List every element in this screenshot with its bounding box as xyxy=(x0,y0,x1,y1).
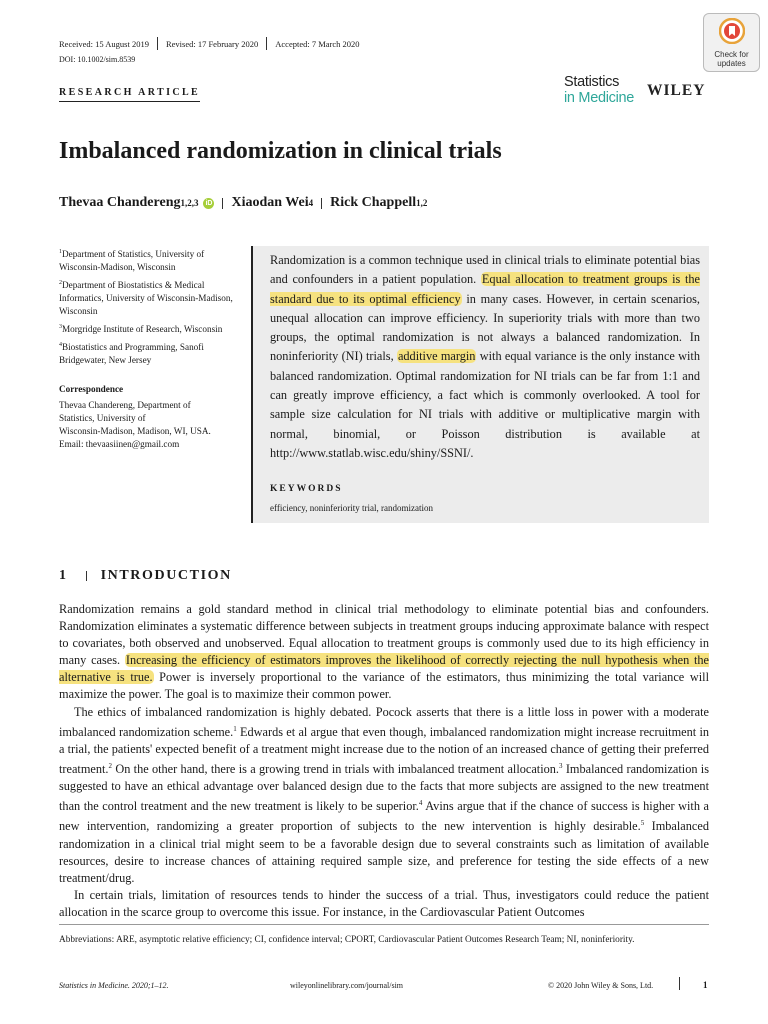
abstract-text: Randomization is a common technique used in clinical trials to eliminate potential bias and confounders in a patient population. Equal allocation to treatment groups is the standard due to its optimal efficiency in many cases. However, in certain scenarios, unequal allocation can improve efficiency. In superiority trials with more than two groups, the optimal randomization is not always a balanced randomization. In noninferiority (NI) trials, additive margin with equal variance is the only instance with balanced randomization. Optimal randomization for NI trials can be far from 1:1 and can greatly improve efficiency, a fact which is commonly overlooked. A tool for sample size calculation for NI trials with additive or multiplicative margin with normal, binomial, or Poisson distribution is available at http://www.statlab.wisc.edu/shiny/SSNI/. xyxy=(270,253,701,460)
orcid-icon[interactable]: iD xyxy=(205,199,213,207)
publisher-logo: WILEY xyxy=(647,82,706,99)
paragraph: In certain trials, limitation of resources tends to hinder the success of a trial. Thus, investigators could reduce the patient allocation in the scarce group to overcome this issue. For instance, in the Cardiovascular Patient Outcomes xyxy=(59,887,709,919)
citation-link[interactable]: 5 xyxy=(640,819,645,828)
author-affiliation-marker: 4 xyxy=(308,198,314,208)
page-title: Imbalanced randomization in clinical trials xyxy=(59,138,502,164)
check-for-updates-label: Check for updates xyxy=(714,50,749,68)
author-name[interactable]: Rick Chappell xyxy=(330,195,417,210)
footnote: Abbreviations: ARE, asymptotic relative efficiency; CI, confidence interval; CPORT, Cardiovascular Patient Outcomes Research Team; NI, noninferiority. xyxy=(59,935,635,945)
received-date: Received: 15 August 2019 xyxy=(59,38,149,49)
article-dates xyxy=(59,37,360,50)
section-number: 1 xyxy=(59,568,68,583)
article-type: RESEARCH ARTICLE xyxy=(59,87,200,102)
journal-url-link[interactable]: wileyonlinelibrary.com/journal/sim xyxy=(290,981,404,990)
citation-link[interactable]: 4 xyxy=(418,799,423,808)
affiliation: $^4$Biostatistics and Programming, Sanofi Bridgewater, New Jersey xyxy=(59,342,204,366)
citation-link[interactable]: 2 xyxy=(108,761,113,770)
doi: DOI: 10.1002/sim.8539 xyxy=(59,55,136,64)
correspondence-heading: Correspondence xyxy=(59,384,124,395)
highlight: Increasing the efficiency of estimators improves the likelihood of correctly rejecting the null hypothesis when the alternative is true. xyxy=(59,653,709,685)
divider xyxy=(321,198,322,209)
highlight: additive margin xyxy=(397,349,476,364)
correspondence-email[interactable]: Email: thevaasiinen@gmail.com xyxy=(59,439,180,450)
citation-link[interactable]: 1 xyxy=(233,724,237,733)
affiliation: $^3$Morgridge Institute of Research, Wisconsin xyxy=(59,324,223,335)
body-text xyxy=(59,601,709,921)
divider xyxy=(222,198,223,209)
abstract-rule xyxy=(251,246,253,523)
paragraph: The ethics of imbalanced randomization is highly debated. Pocock asserts that there is a little loss in power with a moderate imbalanced randomization scheme.$^1$ Edwards et al argue that even though, imbalanced randomization might increase recruitment in a trial, the patients' expected benefit of a treatment might increase due to the notion of an increased chance of getting their preferred treatment.$^2$ On the other hand, there is a growing trend in trials with imbalanced treatment allocation.$^3$ Imbalanced randomization is suggested to have an ethical advantage over balanced design due to the facts that more subjects are assigned to the new treatment than the control treatment and the new treatment is likely to be superior.$^4$ Avins argue that if the chance of success is higher with a new intervention, randomizing a greater proportion of subjects to the new intervention is highly desirable.$^5$ Imbalanced randomization in a clinical trial might seem to be a favorable design due to several constraints such as limitation of available resources, desire to increase chances of attaining required sample size, and preference for testing the side effects of a new treatment/drug. xyxy=(59,704,710,885)
divider xyxy=(679,977,680,990)
journal-logo-line2: in Medicine xyxy=(564,90,635,106)
journal-logo-line1: Statistics xyxy=(564,74,620,90)
revised-date: Revised: 17 February 2020 xyxy=(165,38,259,49)
author-name[interactable]: Thevaa Chandereng xyxy=(59,195,181,210)
check-for-updates-button[interactable] xyxy=(703,13,760,72)
abstract-box xyxy=(251,246,709,523)
author-list xyxy=(59,195,427,211)
accepted-date: Accepted: 7 March 2020 xyxy=(275,38,360,49)
author-name[interactable]: Xiaodan Wei xyxy=(231,195,309,210)
page-number: 1 xyxy=(703,980,708,990)
copyright: © 2020 John Wiley & Sons, Ltd. xyxy=(548,981,654,990)
divider xyxy=(266,37,267,50)
divider xyxy=(157,37,158,50)
author-affiliation-marker: 1,2 xyxy=(416,198,428,208)
highlight: Equal allocation to treatment groups is the standard due to its optimal efficiency xyxy=(270,272,701,306)
section-heading xyxy=(59,568,232,584)
affiliation: $^2$Department of Biostatistics & Medical Informatics, University of Wisconsin-Madison, Wisconsin xyxy=(59,280,233,317)
correspondence-details: Thevaa Chandereng, Department of Statistics, University of Wisconsin-Madison, Madison, WI, USA. Email: thevaasiinen@gmail.com xyxy=(59,399,241,451)
footnote-rule xyxy=(59,924,709,925)
bookmark-ribbon-icon xyxy=(719,18,745,44)
affiliation: $^1$Department of Statistics, University of Wisconsin-Madison, Wisconsin xyxy=(59,249,205,273)
keywords-list: efficiency, noninferiority trial, randomization xyxy=(270,503,433,513)
section-title: INTRODUCTION xyxy=(100,568,232,583)
author-affiliation-marker: 1,2,3 xyxy=(180,198,199,208)
affiliations xyxy=(59,246,241,451)
divider xyxy=(86,571,87,581)
paragraph: Randomization remains a gold standard method in clinical trial methodology to eliminate potential bias and confounders. Randomization eliminates a systematic difference between subjects in treatment groups inducing approximate balance with respect to covariates, both observed and unobserved. Equal allocation to treatment groups is commonly used due to its high efficiency in many cases. Increasing the efficiency of estimators improves the likelihood of correctly rejecting the null hypothesis when the alternative is true. Power is inversely proportional to the variance of the estimators, thus minimizing the total variance will maximize the power. The goal is to maximize their common power. xyxy=(59,602,709,702)
journal-citation: Statistics in Medicine. 2020;1–12. xyxy=(59,981,169,990)
citation-link[interactable]: 3 xyxy=(559,761,563,770)
keywords-heading: KEYWORDS xyxy=(270,484,343,494)
